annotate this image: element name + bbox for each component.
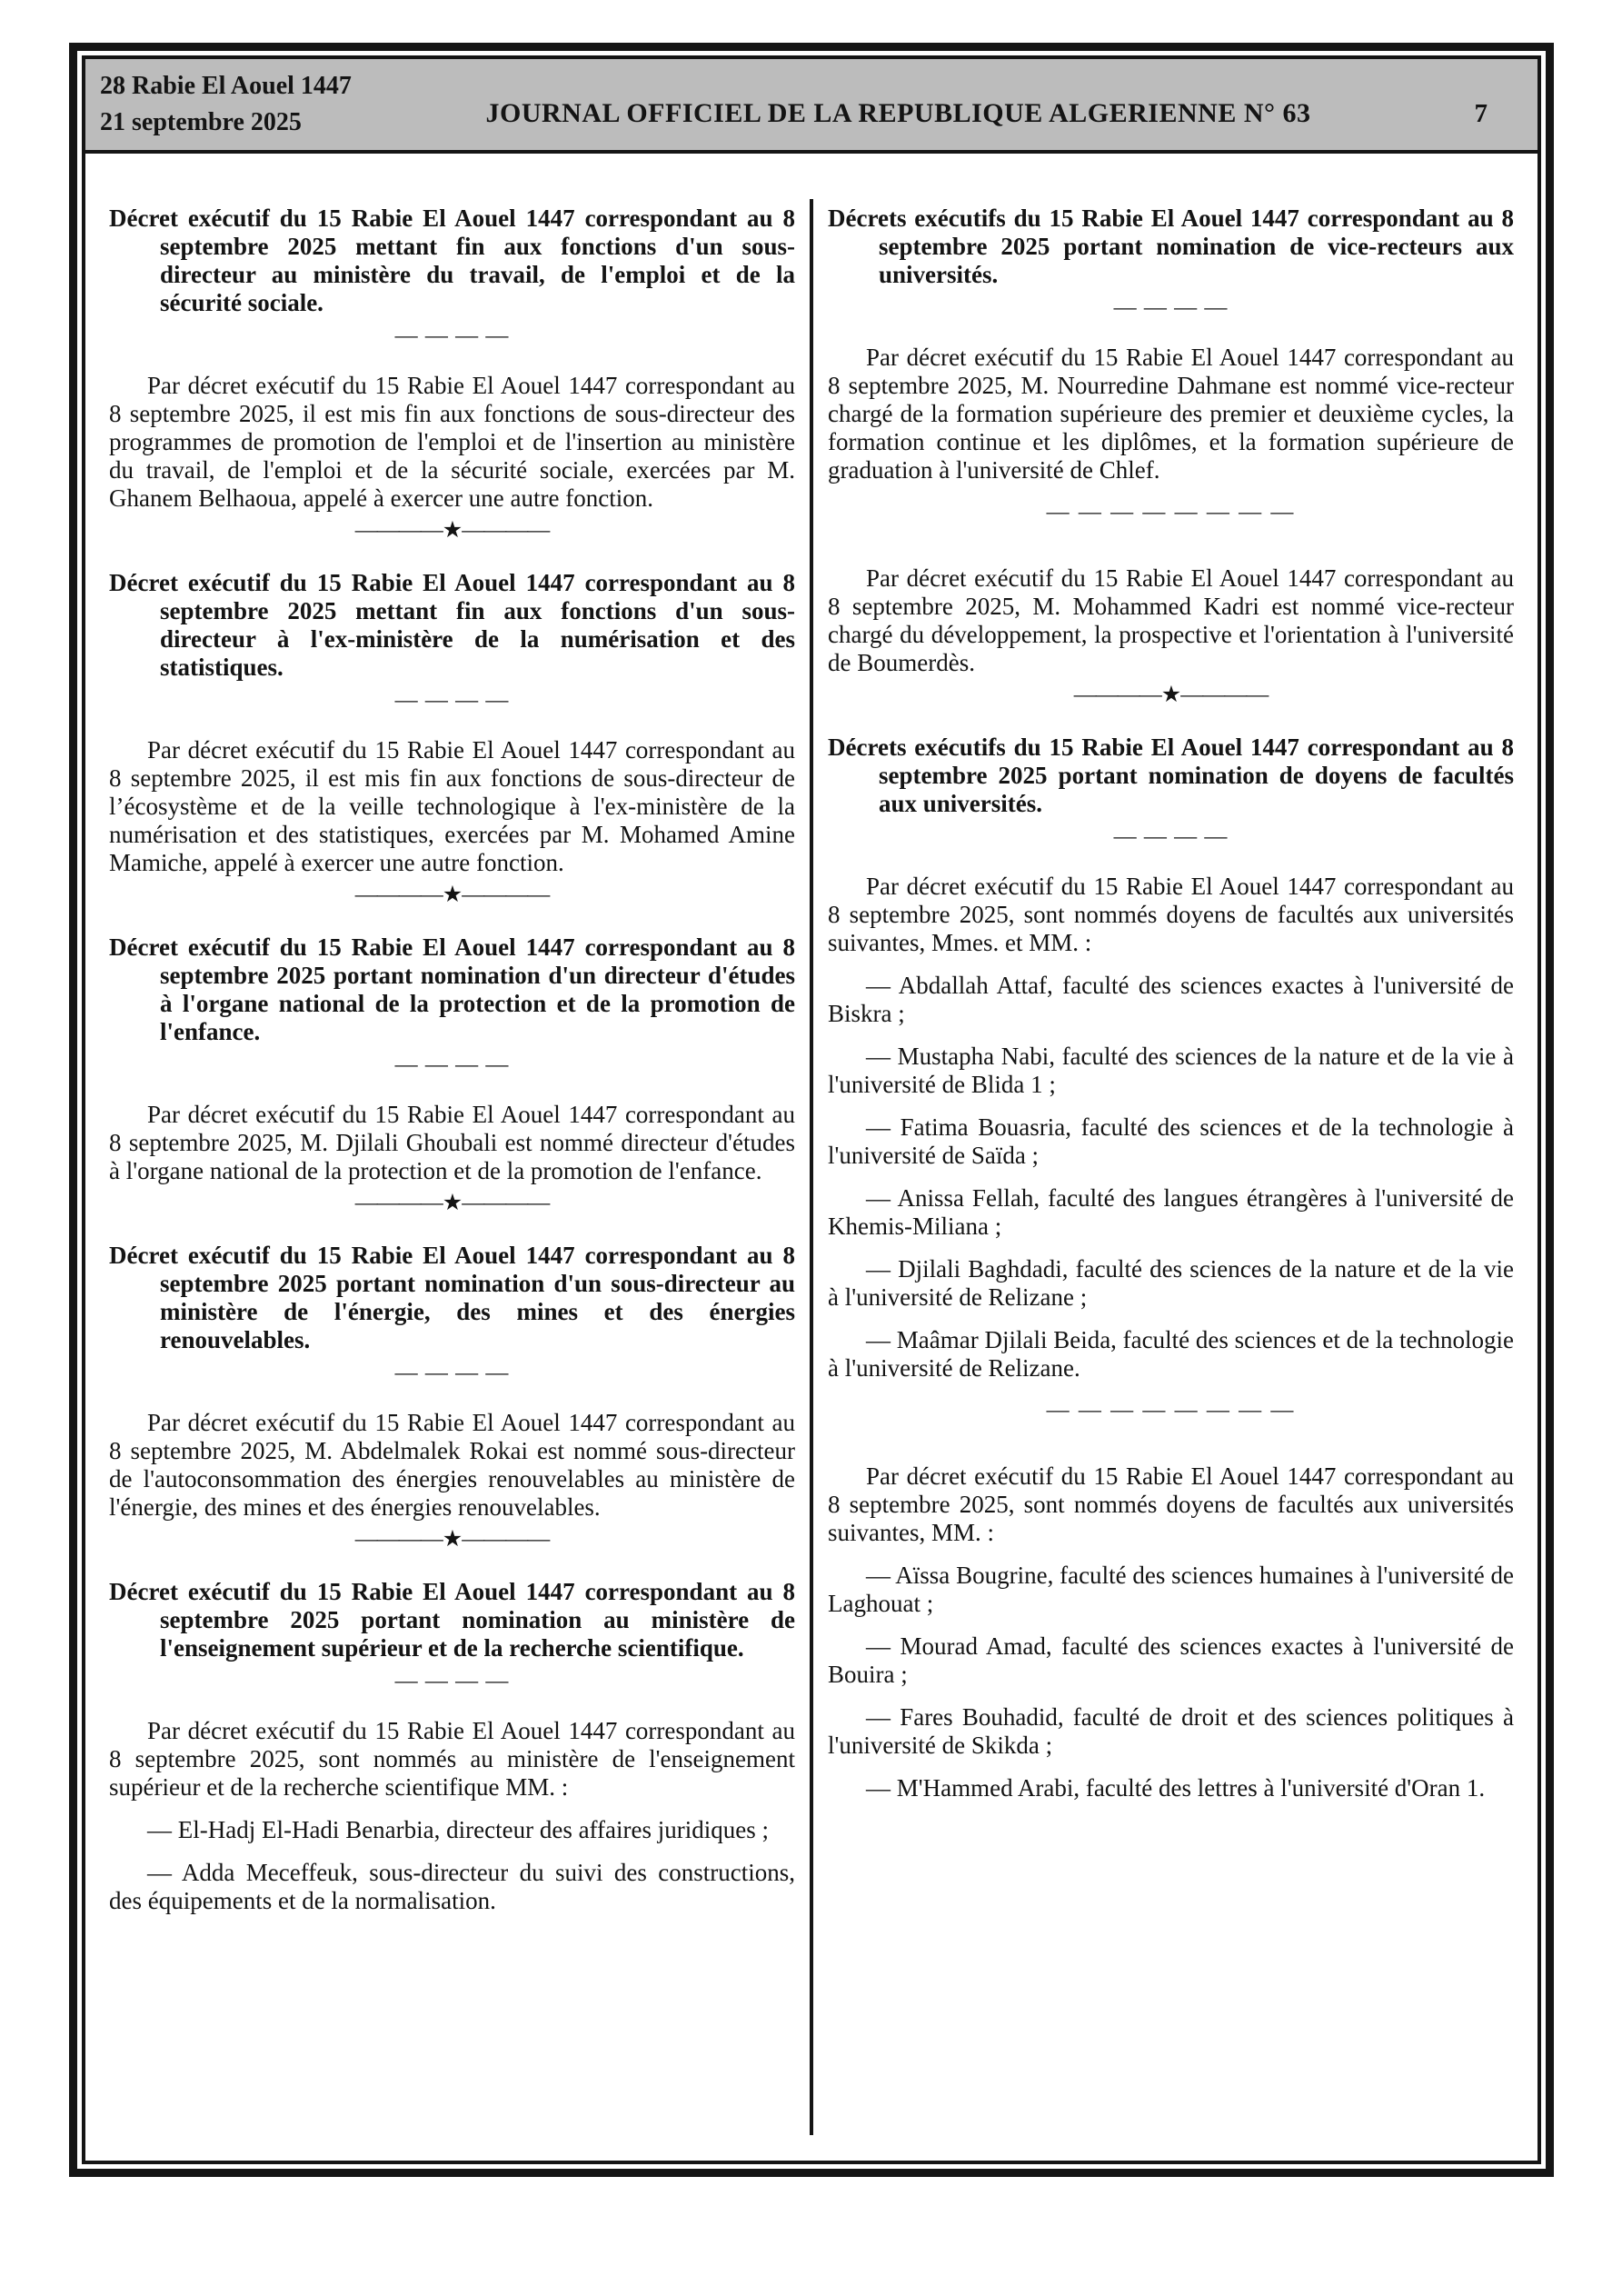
content-columns xyxy=(85,154,1537,2161)
appointment-item: — Aïssa Bougrine, faculté des sciences humaines à l'université de Laghouat ; xyxy=(828,1562,1514,1617)
hijri-date: 28 Rabie El Aouel 1447 xyxy=(100,72,352,100)
decree-title: Décret exécutif du 15 Rabie El Aouel 1447 correspondant au 8 septembre 2025 mettant fin aux fonctions d'un sous-directeur au ministère du travail, de l'emploi et de la sécurité sociale. xyxy=(109,205,795,316)
appointment-item: — Mustapha Nabi, faculté des sciences de la nature et de la vie à l'université de Blida 1 ; xyxy=(828,1043,1514,1098)
appointment-item: — Djilali Baghdadi, faculté des sciences de la nature et de la vie à l'université de Relizane ; xyxy=(828,1255,1514,1311)
separator-long: — — — — — — — — xyxy=(1046,1398,1296,1423)
decree-title: Décrets exécutifs du 15 Rabie El Aouel 1447 correspondant au 8 septembre 2025 portant nomination de vice-recteurs aux universités. xyxy=(828,205,1514,288)
decree-paragraph: Par décret exécutif du 15 Rabie El Aouel 1447 correspondant au 8 septembre 2025, M. Djilali Ghoubali est nommé directeur d'études à l'organe national de la protection et de la promotion de l'enfance. xyxy=(109,1101,795,1184)
decree-paragraph: Par décret exécutif du 15 Rabie El Aouel 1447 correspondant au 8 septembre 2025, M. Nourredine Dahmane est nommé vice-recteur chargé de la formation supérieure des premier et deuxième cycles, la formation continue et les diplômes, et la formation supérieure de graduation à l'université de Chlef. xyxy=(828,344,1514,484)
decree-title: Décret exécutif du 15 Rabie El Aouel 1447 correspondant au 8 septembre 2025 portant nomination d'un directeur d'études à l'organe national de la protection et de la promotion de l'enfance. xyxy=(109,933,795,1045)
separator-short: — — — — xyxy=(394,324,510,348)
separator-star: ————★———— xyxy=(354,1191,550,1215)
separator-short: — — — — xyxy=(1113,295,1229,320)
decree-title: Décret exécutif du 15 Rabie El Aouel 1447 correspondant au 8 septembre 2025 portant nomination au ministère de l'enseignement supérieur et de la recherche scientifique. xyxy=(109,1578,795,1662)
appointment-item: — M'Hammed Arabi, faculté des lettres à l'université d'Oran 1. xyxy=(866,1774,1486,1802)
separator-short: — — — — xyxy=(1113,824,1229,849)
separator-star: ————★———— xyxy=(354,883,550,907)
decree-title: Décret exécutif du 15 Rabie El Aouel 1447 correspondant au 8 septembre 2025 mettant fin aux fonctions d'un sous-directeur à l'ex-ministère de la numérisation et des statistiques. xyxy=(109,569,795,681)
decree-paragraph: Par décret exécutif du 15 Rabie El Aouel 1447 correspondant au 8 septembre 2025, sont nommés au ministère de l'enseignement supérieur et de la recherche scientifique MM. : xyxy=(109,1717,795,1801)
appointment-item: — Adda Meceffeuk, sous-directeur du suivi des constructions, des équipements et de la normalisation. xyxy=(109,1859,795,1914)
appointment-item: — Anissa Fellah, faculté des langues étrangères à l'université de Khemis-Miliana ; xyxy=(828,1184,1514,1240)
appointment-item: — Maâmar Djilali Beida, faculté des sciences et de la technologie à l'université de Relizane. xyxy=(828,1326,1514,1382)
appointment-item: — Fatima Bouasria, faculté des sciences et de la technologie à l'université de Saïda ; xyxy=(828,1113,1514,1169)
gregorian-date: 21 septembre 2025 xyxy=(100,108,302,136)
separator-short: — — — — xyxy=(394,1669,510,1693)
separator-short: — — — — xyxy=(394,1053,510,1077)
journal-title: JOURNAL OFFICIEL DE LA REPUBLIQUE ALGERIENNE N° 63 xyxy=(485,98,1311,128)
separator-short: — — — — xyxy=(394,688,510,713)
decree-paragraph: Par décret exécutif du 15 Rabie El Aouel 1447 correspondant au 8 septembre 2025, M. Abdelmalek Rokai est nommé sous-directeur de l'autoconsommation des énergies renouvelables au ministère de l'énergie, des mines et des énergies renouvelables. xyxy=(109,1409,795,1521)
appointment-item: — El-Hadj El-Hadi Benarbia, directeur des affaires juridiques ; xyxy=(147,1816,770,1843)
decree-paragraph: Par décret exécutif du 15 Rabie El Aouel 1447 correspondant au 8 septembre 2025, il est mis fin aux fonctions de sous-directeur de l’écosystème et de la veille technologique à l'ex-ministère de la numérisation et des statistiques, exercées par M. Mohamed Amine Mamiche, appelé à exercer une autre fonction. xyxy=(109,736,795,876)
right-column xyxy=(813,154,1528,2161)
appointment-item: — Abdallah Attaf, faculté des sciences exactes à l'université de Biskra ; xyxy=(828,972,1514,1027)
decree-paragraph: Par décret exécutif du 15 Rabie El Aouel 1447 correspondant au 8 septembre 2025, sont nommés doyens de facultés aux universités suivantes, MM. : xyxy=(828,1462,1514,1546)
separator-star: ————★———— xyxy=(354,518,550,543)
decree-paragraph: Par décret exécutif du 15 Rabie El Aouel 1447 correspondant au 8 septembre 2025, M. Mohammed Kadri est nommé vice-recteur chargé du développement, la prospective et l'orientation à l'université de Boumerdès. xyxy=(828,564,1514,676)
separator-star: ————★———— xyxy=(354,1527,550,1552)
decree-paragraph: Par décret exécutif du 15 Rabie El Aouel 1447 correspondant au 8 septembre 2025, sont nommés doyens de facultés aux universités suivantes, Mmes. et MM. : xyxy=(828,873,1514,956)
separator-short: — — — — xyxy=(394,1361,510,1385)
appointment-item: — Fares Bouhadid, faculté de droit et des sciences politiques à l'université de Skikda ; xyxy=(828,1703,1514,1759)
left-column xyxy=(95,154,810,2161)
separator-star: ————★———— xyxy=(1073,683,1269,707)
decree-paragraph: Par décret exécutif du 15 Rabie El Aouel 1447 correspondant au 8 septembre 2025, il est mis fin aux fonctions de sous-directeur des programmes de promotion de l'emploi et de l'insertion au ministère du travail, de l'emploi et de la sécurité sociale, exercées par M. Ghanem Belhaoua, appelé à exercer une autre fonction. xyxy=(109,372,795,512)
page-number: 7 xyxy=(1474,98,1488,128)
page-frame-inner xyxy=(82,55,1541,2164)
appointment-item: — Mourad Amad, faculté des sciences exactes à l'université de Bouira ; xyxy=(828,1632,1514,1688)
page-frame xyxy=(69,43,1554,2177)
page-header xyxy=(85,59,1537,154)
decree-title: Décret exécutif du 15 Rabie El Aouel 1447 correspondant au 8 septembre 2025 portant nomination d'un sous-directeur au ministère de l'énergie, des mines et des énergies renouvelables. xyxy=(109,1242,795,1353)
header-dates xyxy=(100,68,400,141)
separator-long: — — — — — — — — xyxy=(1046,500,1296,524)
decree-title: Décrets exécutifs du 15 Rabie El Aouel 1447 correspondant au 8 septembre 2025 portant nomination de doyens de facultés aux universités. xyxy=(828,734,1514,817)
